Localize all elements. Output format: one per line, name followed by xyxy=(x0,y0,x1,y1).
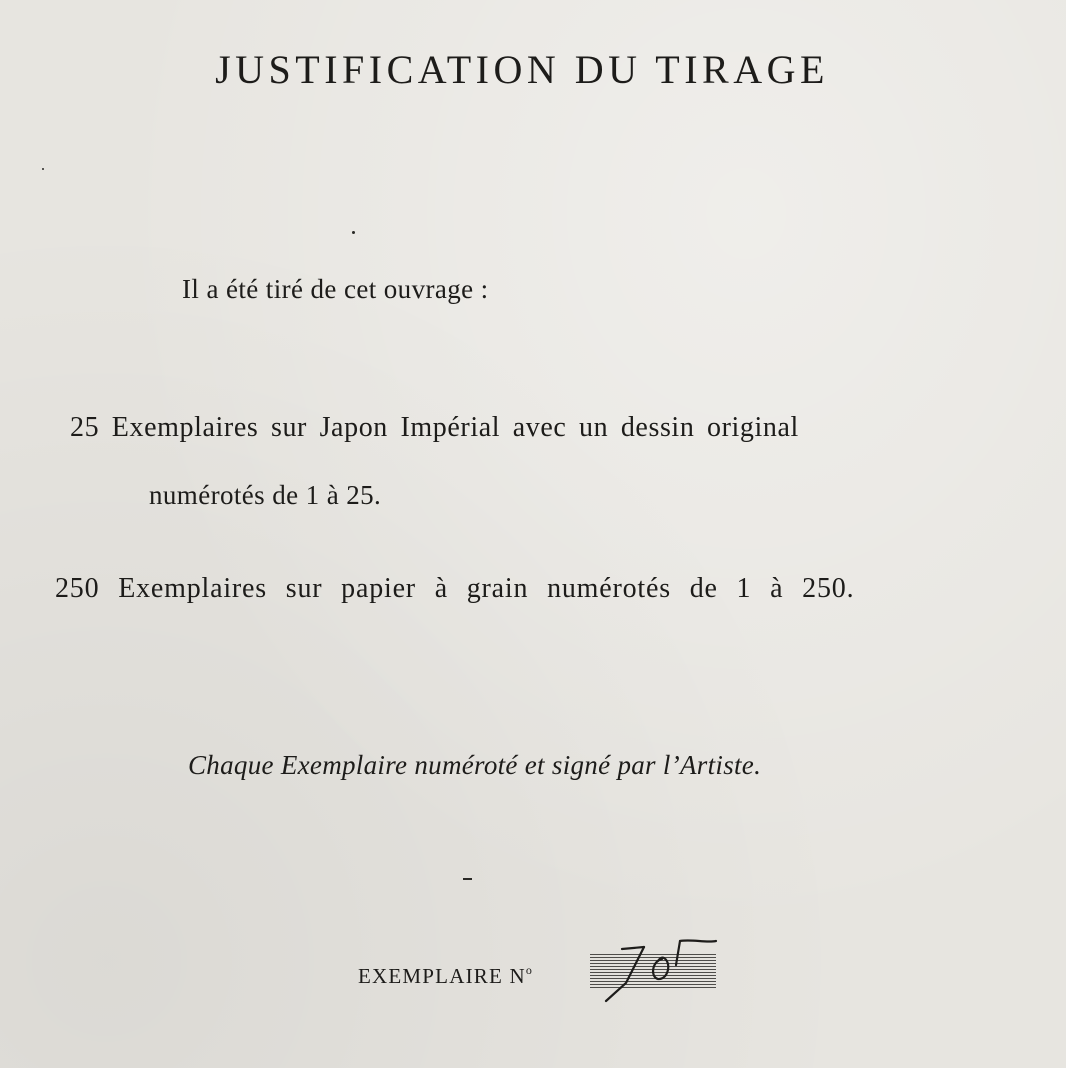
edition-papier-line: 250 Exemplaires sur papier à grain numérotés de 1 à 250. xyxy=(55,573,855,604)
copy-number-label-text: EXEMPLAIRE N xyxy=(358,964,526,988)
edition-japon-numbering: numérotés de 1 à 25. xyxy=(149,480,382,510)
intro-text: Il a été tiré de cet ouvrage : xyxy=(182,274,489,304)
copy-number-label-suffix: o xyxy=(525,963,532,977)
ink-dash xyxy=(463,878,472,880)
page-title: JUSTIFICATION DU TIRAGE xyxy=(215,47,829,92)
handwritten-copy-number xyxy=(596,935,726,1007)
edition-japon-line: 25 Exemplaires sur Japon Impérial avec un dessin original xyxy=(70,412,799,443)
copy-number-label xyxy=(358,963,532,989)
ink-speck xyxy=(42,168,44,170)
ink-speck xyxy=(352,231,355,234)
signature-note: Chaque Exemplaire numéroté et signé par l’Artiste. xyxy=(188,750,762,780)
